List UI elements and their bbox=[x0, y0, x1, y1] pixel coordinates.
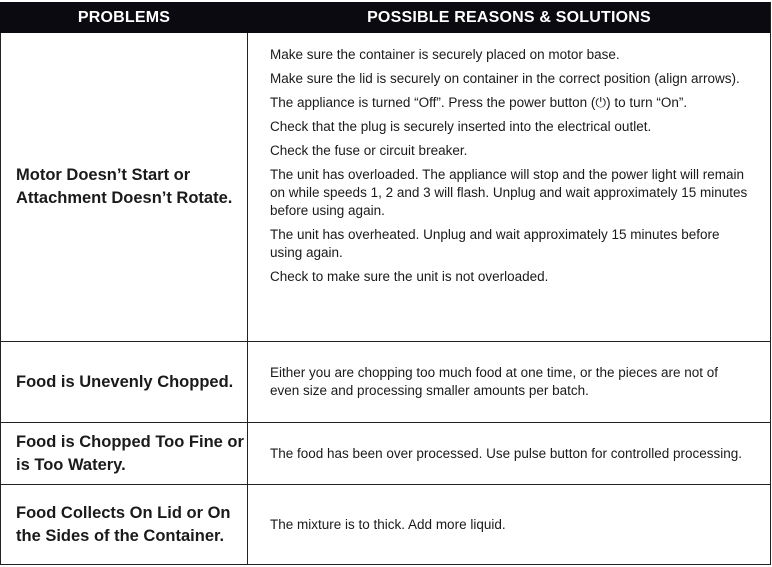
troubleshooting-table bbox=[0, 2, 771, 565]
solution-text: The unit has overheated. Unplug and wait approximately 15 minutes before using again. bbox=[270, 227, 720, 260]
table-row bbox=[0, 33, 770, 342]
problem-cell: Food is Unevenly Chopped. bbox=[0, 342, 248, 422]
solution-text bbox=[270, 94, 750, 112]
table-header bbox=[0, 2, 770, 33]
problem-cell: Motor Doesn’t Start or Attachment Doesn’t Rotate. bbox=[0, 33, 248, 341]
solution-text: The food has been over processed. Use pulse button for controlled processing. bbox=[270, 445, 743, 461]
problem-cell: Food is Chopped Too Fine or is Too Watery. bbox=[0, 423, 248, 484]
solution-text: The unit has overloaded. The appliance will stop and the power light will remain on while speeds 1, 2 and 3 will flash. Unplug and wait approximately 15 minutes before using again. bbox=[270, 167, 748, 218]
problem-cell: Food Collects On Lid or On the Sides of the Container. bbox=[0, 485, 248, 564]
solutions-cell bbox=[248, 423, 770, 484]
table-row bbox=[0, 423, 770, 485]
solution-text-power: The appliance is turned “Off”. Press the power button (⏻) to turn “On”. bbox=[270, 95, 688, 110]
solutions-cell bbox=[248, 485, 770, 564]
solution-text: Either you are chopping too much food at one time, or the pieces are not of even size and processing smaller amounts per batch. bbox=[270, 365, 719, 398]
solution-text: Make sure the lid is securely on container in the correct position (align arrows). bbox=[270, 71, 740, 86]
header-solutions: POSSIBLE REASONS & SOLUTIONS bbox=[367, 8, 651, 26]
solution-text: Check the fuse or circuit breaker. bbox=[270, 143, 468, 158]
solution-text: Check to make sure the unit is not overloaded. bbox=[270, 269, 549, 284]
table-row bbox=[0, 342, 770, 423]
solutions-cell bbox=[248, 342, 770, 422]
header-problems: PROBLEMS bbox=[77, 8, 171, 26]
solution-text: Make sure the container is securely placed on motor base. bbox=[270, 47, 620, 62]
solutions-cell bbox=[248, 33, 770, 341]
table-row bbox=[0, 485, 770, 565]
solution-text: Check that the plug is securely inserted into the electrical outlet. bbox=[270, 119, 652, 134]
solution-text: The mixture is to thick. Add more liquid. bbox=[270, 516, 506, 532]
